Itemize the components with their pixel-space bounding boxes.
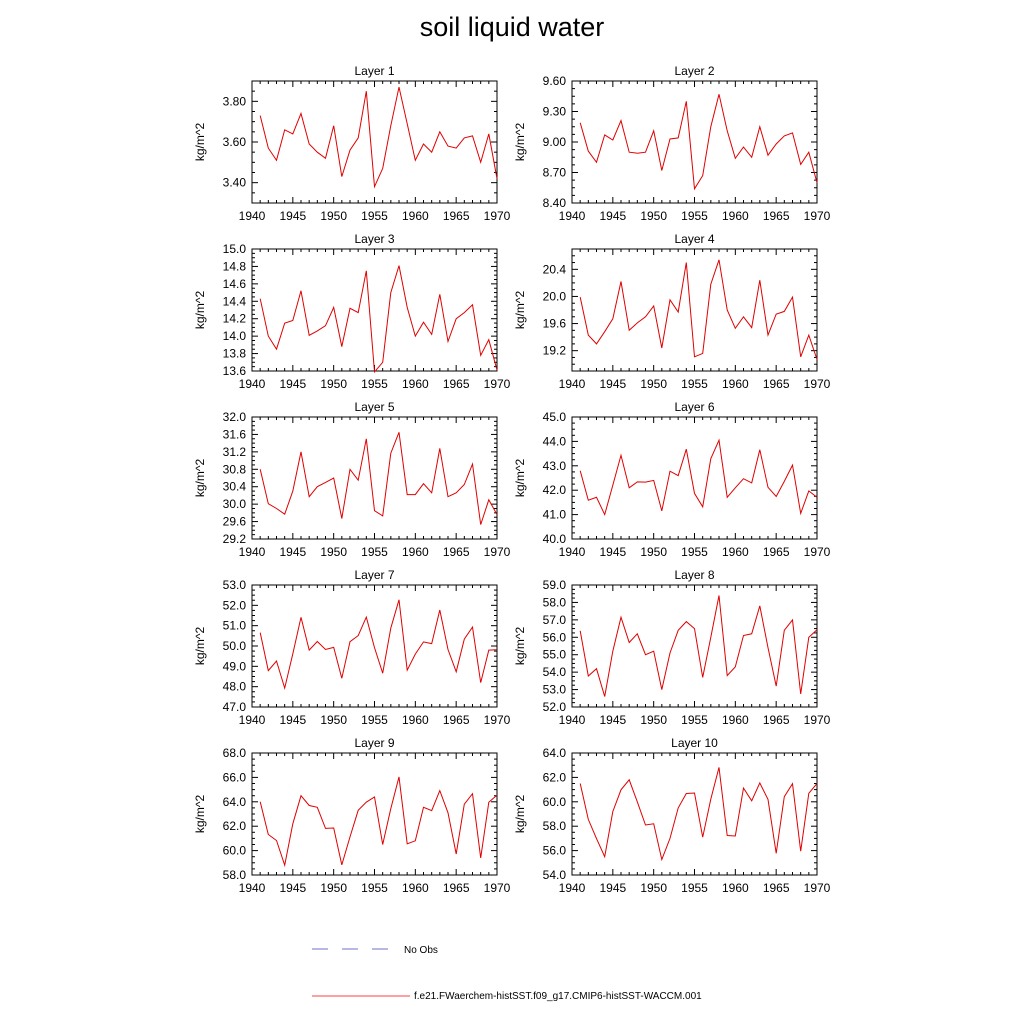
legend-no-obs-label: No Obs: [404, 945, 438, 956]
panel-3-xtick-label: 1940: [238, 377, 266, 391]
panel-10-xtick-label: 1965: [762, 881, 790, 895]
panel-2-xtick-label: 1970: [803, 209, 831, 223]
panel-7-xtick-label: 1950: [320, 713, 348, 727]
panel-10-frame: [572, 753, 817, 875]
panel-3-ytick-label: 14.6: [222, 276, 246, 291]
panel-4-ytick-label: 20.0: [542, 289, 566, 304]
panel-10-ylabel: kg/m^2: [513, 794, 527, 834]
panel-10-xtick-label: 1970: [803, 881, 831, 895]
panel-9-xtick-label: 1970: [483, 881, 511, 895]
panel-4-xtick-label: 1970: [803, 377, 831, 391]
panel-7-xtick-label: 1960: [401, 713, 429, 727]
panel-10-xtick-label: 1955: [681, 881, 708, 895]
panel-1-ylabel: kg/m^2: [193, 122, 207, 162]
panel-10-xtick-label: 1950: [640, 881, 668, 895]
panel-10-ytick-label: 56.0: [542, 843, 566, 858]
panel-9-frame: [252, 753, 497, 875]
panel-2-ytick-label: 8.70: [542, 165, 566, 180]
panel-3-ytick-label: 13.6: [222, 364, 246, 378]
panel-2-xtick-label: 1955: [681, 209, 708, 223]
panel-5-xtick-label: 1970: [483, 545, 511, 559]
panel-2-xtick-label: 1945: [599, 209, 627, 223]
panel-5-ytick-label: 31.6: [222, 427, 246, 442]
panel-7-ytick-label: 48.0: [222, 679, 246, 694]
panel-2-ytick-label: 9.60: [542, 74, 566, 88]
panel-1-series-line: [260, 87, 497, 187]
panel-6-series-line: [580, 440, 817, 514]
panel-8-xtick-label: 1970: [803, 713, 831, 727]
panel-7-ylabel: kg/m^2: [193, 626, 207, 666]
panel-5-xtick-label: 1955: [361, 545, 388, 559]
panel-10-xtick-label: 1960: [721, 881, 749, 895]
panel-3-xtick-label: 1945: [279, 377, 307, 391]
panel-8-xtick-label: 1960: [721, 713, 749, 727]
panel-8-xtick-label: 1950: [640, 713, 668, 727]
panel-7-xtick-label: 1955: [361, 713, 388, 727]
panel-9-series-line: [260, 777, 497, 865]
panel-8-xtick-label: 1965: [762, 713, 790, 727]
panel-3-xtick-label: 1950: [320, 377, 348, 391]
panel-3-series-line: [260, 266, 497, 372]
panel-6-ytick-label: 42.0: [542, 483, 566, 498]
panel-2-xtick-label: 1960: [721, 209, 749, 223]
panel-9-xtick-label: 1945: [279, 881, 307, 895]
panel-5-ytick-label: 29.6: [222, 514, 246, 529]
panel-7-xtick-label: 1945: [279, 713, 307, 727]
panel-4-xtick-label: 1945: [599, 377, 627, 391]
panel-8-ytick-label: 58.0: [542, 595, 566, 610]
panel-3-xtick-label: 1955: [361, 377, 388, 391]
panel-8-xtick-label: 1955: [681, 713, 708, 727]
panel-4-ytick-label: 19.6: [542, 316, 566, 331]
panel-2-title: Layer 2: [674, 64, 715, 78]
panel-5-ytick-label: 32.0: [222, 410, 246, 424]
panel-7-xtick-label: 1970: [483, 713, 511, 727]
panel-9-xtick-label: 1965: [442, 881, 470, 895]
panel-6-ytick-label: 44.0: [542, 434, 566, 449]
panel-3-ytick-label: 14.4: [222, 294, 246, 309]
panel-10-xtick-label: 1945: [599, 881, 627, 895]
panel-2-ytick-label: 9.00: [542, 135, 566, 149]
panel-1-xtick-label: 1965: [442, 209, 470, 223]
panel-6-xtick-label: 1950: [640, 545, 668, 559]
panel-10-title: Layer 10: [671, 736, 718, 750]
panel-10-series-line: [580, 767, 817, 859]
panel-5-xtick-label: 1965: [442, 545, 470, 559]
panel-10-ytick-label: 58.0: [542, 819, 566, 834]
panel-3-ylabel: kg/m^2: [193, 290, 207, 330]
panel-7-ytick-label: 53.0: [222, 578, 246, 592]
panel-4-title: Layer 4: [674, 232, 715, 246]
panel-8-xtick-label: 1945: [599, 713, 627, 727]
panel-6-ytick-label: 41.0: [542, 507, 566, 522]
panel-5-title: Layer 5: [354, 400, 395, 414]
panel-2-xtick-label: 1940: [558, 209, 586, 223]
panel-10-ytick-label: 64.0: [542, 746, 566, 760]
panel-6-ytick-label: 45.0: [542, 410, 566, 424]
panel-6-ytick-label: 43.0: [542, 458, 566, 473]
panel-4-series-line: [580, 260, 817, 360]
panel-8-ytick-label: 57.0: [542, 612, 566, 627]
panel-6-xtick-label: 1970: [803, 545, 831, 559]
panel-4-xtick-label: 1955: [681, 377, 708, 391]
panel-9-ytick-label: 64.0: [222, 794, 246, 809]
panel-7-ytick-label: 47.0: [222, 700, 246, 714]
panel-2-xtick-label: 1950: [640, 209, 668, 223]
panel-9-ylabel: kg/m^2: [193, 794, 207, 834]
panel-9-ytick-label: 68.0: [222, 746, 246, 760]
panel-6-xtick-label: 1955: [681, 545, 708, 559]
panel-8-title: Layer 8: [674, 568, 715, 582]
panel-5-ytick-label: 30.0: [222, 497, 246, 512]
panel-9-ytick-label: 62.0: [222, 819, 246, 834]
panel-2-xtick-label: 1965: [762, 209, 790, 223]
panel-6-xtick-label: 1945: [599, 545, 627, 559]
panel-8-ytick-label: 55.0: [542, 647, 566, 662]
panel-10-ytick-label: 54.0: [542, 868, 566, 882]
panel-4-ylabel: kg/m^2: [513, 290, 527, 330]
panel-7-xtick-label: 1965: [442, 713, 470, 727]
panel-1-title: Layer 1: [354, 64, 395, 78]
panel-1-xtick-label: 1970: [483, 209, 511, 223]
panel-1-ytick-label: 3.80: [222, 94, 246, 109]
panel-3-ytick-label: 15.0: [222, 242, 246, 256]
panel-6-title: Layer 6: [674, 400, 715, 414]
panel-5-ytick-label: 31.2: [222, 444, 246, 459]
panel-8-ytick-label: 54.0: [542, 665, 566, 680]
panel-1-xtick-label: 1960: [401, 209, 429, 223]
panel-9-title: Layer 9: [354, 736, 395, 750]
panel-7-ytick-label: 51.0: [222, 618, 246, 633]
panel-4-xtick-label: 1940: [558, 377, 586, 391]
panel-10-ytick-label: 60.0: [542, 794, 566, 809]
panel-8-frame: [572, 585, 817, 707]
panel-8-ytick-label: 52.0: [542, 700, 566, 714]
panel-8-ylabel: kg/m^2: [513, 626, 527, 666]
panel-3-frame: [252, 249, 497, 371]
panel-5-xtick-label: 1945: [279, 545, 307, 559]
panel-1-xtick-label: 1955: [361, 209, 388, 223]
panel-5-xtick-label: 1960: [401, 545, 429, 559]
panel-10-ytick-label: 62.0: [542, 770, 566, 785]
panel-3-xtick-label: 1965: [442, 377, 470, 391]
panel-9-ytick-label: 66.0: [222, 770, 246, 785]
panel-3-xtick-label: 1960: [401, 377, 429, 391]
panel-2-series-line: [580, 94, 817, 189]
panel-7-ytick-label: 52.0: [222, 598, 246, 613]
panel-9-xtick-label: 1960: [401, 881, 429, 895]
panel-7-ytick-label: 49.0: [222, 659, 246, 674]
panel-9-xtick-label: 1955: [361, 881, 388, 895]
panel-5-xtick-label: 1950: [320, 545, 348, 559]
panel-1-xtick-label: 1945: [279, 209, 307, 223]
panel-9-xtick-label: 1940: [238, 881, 266, 895]
panel-3-ytick-label: 14.0: [222, 329, 246, 344]
panel-9-ytick-label: 58.0: [222, 868, 246, 882]
legend-model-label: f.e21.FWaerchem-histSST.f09_g17.CMIP6-histSST-WACCM.001: [414, 991, 702, 1002]
panel-8-xtick-label: 1940: [558, 713, 586, 727]
panel-6-ylabel: kg/m^2: [513, 458, 527, 498]
panel-5-ytick-label: 30.8: [222, 462, 246, 477]
chart-title: soil liquid water: [419, 12, 605, 42]
panel-8-ytick-label: 59.0: [542, 578, 566, 592]
panel-4-xtick-label: 1950: [640, 377, 668, 391]
panel-3-title: Layer 3: [354, 232, 395, 246]
panel-9-ytick-label: 60.0: [222, 843, 246, 858]
panel-5-frame: [252, 417, 497, 539]
panel-6-frame: [572, 417, 817, 539]
panel-6-xtick-label: 1960: [721, 545, 749, 559]
panel-2-ytick-label: 8.40: [542, 196, 566, 210]
panel-7-xtick-label: 1940: [238, 713, 266, 727]
panel-6-ytick-label: 40.0: [542, 532, 566, 546]
panel-6-xtick-label: 1965: [762, 545, 790, 559]
panel-6-xtick-label: 1940: [558, 545, 586, 559]
panel-5-series-line: [260, 432, 497, 524]
panel-8-ytick-label: 56.0: [542, 630, 566, 645]
panel-5-ylabel: kg/m^2: [193, 458, 207, 498]
panel-5-ytick-label: 29.2: [222, 532, 246, 546]
panel-3-ytick-label: 14.2: [222, 311, 246, 326]
panel-9-xtick-label: 1950: [320, 881, 348, 895]
panel-4-xtick-label: 1960: [721, 377, 749, 391]
panel-4-ytick-label: 19.2: [542, 343, 566, 358]
panel-4-ytick-label: 20.4: [542, 262, 566, 277]
panel-1-ytick-label: 3.40: [222, 175, 246, 190]
panel-3-xtick-label: 1970: [483, 377, 511, 391]
panel-8-ytick-label: 53.0: [542, 682, 566, 697]
panel-3-ytick-label: 13.8: [222, 346, 246, 361]
panel-1-xtick-label: 1950: [320, 209, 348, 223]
panel-2-ylabel: kg/m^2: [513, 122, 527, 162]
panel-7-series-line: [260, 600, 497, 688]
panel-5-xtick-label: 1940: [238, 545, 266, 559]
panel-1-xtick-label: 1940: [238, 209, 266, 223]
panel-7-ytick-label: 50.0: [222, 639, 246, 653]
panel-7-title: Layer 7: [354, 568, 395, 582]
panel-1-ytick-label: 3.60: [222, 135, 246, 149]
panel-3-ytick-label: 14.8: [222, 259, 246, 274]
panel-8-series-line: [580, 596, 817, 697]
panel-5-ytick-label: 30.4: [222, 479, 246, 494]
panel-2-ytick-label: 9.30: [542, 104, 566, 119]
panel-10-xtick-label: 1940: [558, 881, 586, 895]
panel-4-xtick-label: 1965: [762, 377, 790, 391]
